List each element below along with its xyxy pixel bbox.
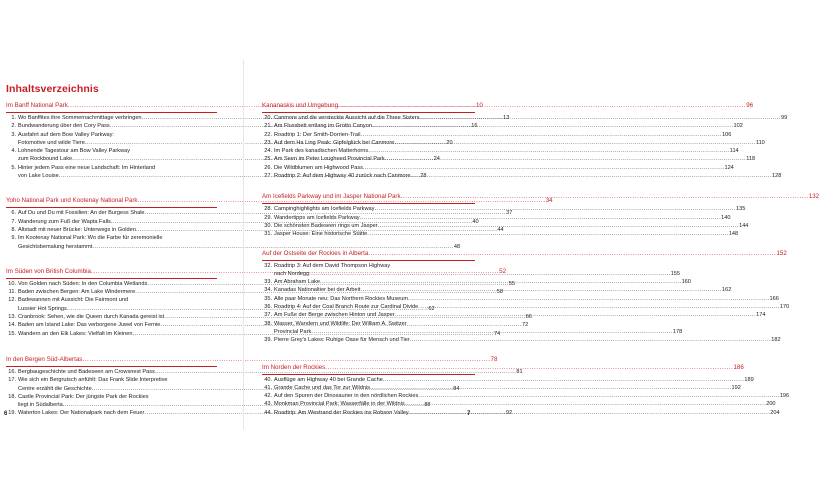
entry-number: 4. [11,148,16,155]
toc-entry [262,376,754,384]
leader-dots [418,392,780,400]
entry-page-number: 174 [756,312,766,319]
entry-body [274,392,789,400]
entry-title: Baden zwischen Bergen: Am Lake Windermere [18,289,136,296]
entry-line [274,384,741,392]
section-page-number: 10 [475,102,483,109]
entry-page-number: 155 [670,270,681,277]
leader-dots [408,295,770,303]
entry-body [274,262,680,279]
entry-page-number: 62 [428,305,435,312]
entry-title: Grande Cache und das Tor zur Wildnis [274,384,370,391]
leader-dots [311,328,673,336]
entry-number: 2. [11,123,16,130]
entry-line [274,147,739,155]
entry-page-number: 55 [508,280,516,287]
entry-line [274,286,731,294]
section-page-number: 96 [746,102,754,109]
entry-title: zum Rockbound Lake [18,156,73,163]
entry-page-number: 92 [505,410,513,417]
entry-line [274,303,789,311]
toc-entry [262,172,782,180]
entry-title: Ausflüge am Highway 40 bei Grande Cache [274,376,383,383]
entry-number: 8. [11,226,16,233]
entry-number: 22. [264,131,272,138]
entry-page-number: 72 [521,322,529,329]
entry-page-number: 192 [731,384,741,391]
entry-line [274,131,731,139]
entry-title: Wasser, Wandern und Wildlife: Der William A. Switzer [274,320,407,327]
entry-page-number: 144 [739,222,749,229]
entry-title: Canmore und die versteckte Aussicht auf die Three Sisters [274,115,420,121]
entry-body [274,131,731,139]
section-title: Yoho National Park und Kootenay National Park [6,197,138,205]
entry-title: Kanadas Nationaltier bei der Arbeit [274,287,361,294]
entry-number: 14. [8,322,16,329]
entry-number: 32. [264,262,272,269]
entry-title: Cranbrook: Sehen, wie die Queen durch Kanada gereist ist [18,314,165,321]
entry-line [274,270,680,278]
entry-page-number: 200 [766,401,776,408]
entry-body [274,336,781,344]
entry-number: 19. [8,410,16,417]
leader-dots [372,122,734,130]
entry-title: Roadtrip 3: Auf dem David Thompson Highway [274,262,391,269]
entry-page-number: 84 [453,385,460,392]
entry-number: 10. [8,280,16,287]
entry-title: Auf dem Ha Ling Peak: Gipfelglück bei Canmore [274,139,395,146]
entry-body [274,320,682,337]
entry-title: Fotomotive und wilde Tiere [18,139,85,146]
entry-title: nach Nordegg [274,270,310,277]
entry-number: 42. [264,393,272,400]
leader-dots [411,172,773,180]
entry-page-number: 37 [506,210,513,217]
entry-page-number: 40 [472,218,479,225]
entry-body [274,214,730,222]
entry-body [274,164,734,172]
section-title: Am Icefields Parkway und im Jasper National Park [262,193,401,201]
entry-title: Roadtrip 2: Auf dem Highway 40 zurück nach Canmore [274,173,411,180]
entry-title: Centre erzählt die Geschichte [18,385,92,392]
entry-number: 24. [264,148,272,155]
entry-page-number: 20 [446,139,453,146]
entry-title: Die schönsten Badeseen rings um Jasper [274,222,378,229]
entry-title: Campinghighlights am Icefields Parkway [274,206,375,213]
entry-title: Die Wildblumen am Highwood Pass [274,164,363,171]
entry-page-number: 106 [722,131,732,138]
section-page-number: 132 [808,193,819,201]
entry-body [274,114,787,122]
toc-entry [6,368,523,376]
entry-page-number: 118 [746,156,756,163]
leader-dots [367,230,729,238]
entry-page-number: 162 [721,287,732,294]
entry-page-number: 48 [453,243,461,250]
section-heading [6,355,498,365]
entry-number: 6. [11,210,16,217]
section-title: In den Bergen Süd-Albertas [6,355,83,363]
entry-page-number: 44 [497,226,504,233]
entry-number: 36. [264,304,272,311]
section-page-number: 78 [490,355,498,363]
toc-entry [262,122,743,130]
entry-title: Roadtrip: Am Westrand der Rockies ins Robson Valley [274,409,409,416]
entry-line [274,392,789,400]
leader-dots [360,214,722,222]
entry-body [274,147,739,155]
entry-body [274,205,745,213]
entry-page-number: 58 [496,289,503,296]
entry-title: Auf Du und Du mit Fossilien: An der Burgess Shale [18,210,145,217]
leader-dots [418,303,780,311]
section-title: Im Banff National Park [6,102,68,109]
entry-title: Badewannen mit Aussicht: Die Fairmont und [18,297,129,304]
entry-page-number: 124 [724,164,734,171]
entry-line [274,230,738,238]
entry-number: 30. [264,222,272,229]
entry-page-number: 140 [721,214,731,221]
entry-page-number: 135 [735,206,746,213]
entry-number: 38. [264,320,272,327]
entry-number: 34. [264,287,272,294]
entry-title: Bergbaugeschichte und Badeseen am Crowsnest Pass [18,368,155,375]
entry-page-number: 74 [493,330,501,337]
entry-page-number: 204 [770,409,780,416]
entry-page-number: 170 [779,304,790,311]
leader-dots [361,131,723,139]
entry-number: 37. [264,312,272,319]
entry-title: Altstadt mit neuer Brücke: Unterwegs in Golden [18,226,136,233]
section-page-number: 52 [499,267,507,275]
toc-entry [262,164,734,172]
entry-title: Bundwanderung über den Cory Pass [18,123,110,130]
leader-dots [320,278,682,286]
entry-line [274,311,766,319]
entry-page-number: 160 [681,279,691,286]
entry-title: Baden am Island Lake: Das verborgene Juwel von Fernie [18,322,161,329]
leader-dots [395,311,757,319]
entry-number: 31. [264,231,272,238]
entry-title: Alle paar Monate neu: Das Northern Rockies Museum [274,295,409,302]
toc-entry [262,336,781,344]
entry-line [274,172,781,180]
entry-page-number: 110 [755,139,765,146]
entry-number: 29. [264,214,272,221]
entry-title: Am Abraham Lake [274,279,321,286]
leader-dots [363,164,725,172]
entry-page-number: 24 [433,156,440,163]
entry-title: Im Park des kanadischen Matterhorns [274,148,369,155]
entry-number: 17. [8,377,16,384]
entry-title: Im Kootenay National Park: Wo die Farbe für zeremonielle [18,235,163,242]
toc-entry [262,139,765,147]
leader-dots [419,114,781,122]
leader-dots [325,363,733,373]
entry-number: 9. [11,235,16,242]
leader-dots [394,139,756,147]
entry-title: Wandertipps am Icefields Parkway [274,214,360,221]
entry-page-number: 196 [779,393,790,400]
section-title: Im Süden von British Columbia [6,267,91,275]
entry-line [274,336,781,344]
entry-title: Wanderung zum Fuß der Wapta Falls [18,218,111,225]
section-page-number: 152 [776,249,787,257]
leader-dots [401,192,809,202]
entry-number: 20. [264,115,272,121]
entry-number: 41. [264,384,272,391]
entry-number: 40. [264,376,272,383]
leader-dots [360,286,722,294]
entry-body [274,155,755,163]
leader-dots [370,384,732,392]
entry-page-number: 28 [420,173,427,180]
entry-line [274,114,787,122]
entry-page-number: 166 [769,295,779,302]
entry-line [274,376,754,384]
entry-line [274,155,755,163]
entry-number: 3. [11,131,16,138]
entry-number: 12. [8,297,16,304]
entry-body [274,311,766,319]
entry-body [274,400,776,408]
entry-title: Auf den Spuren der Dinosaurier in den nördlichen Rockies [274,393,419,400]
entry-line [274,409,780,417]
toc-entry [262,214,731,222]
entry-title: Roadtrip 4: Auf der Coal Branch Route zur Cardinal Divide [274,304,419,311]
entry-title: Wo Banffites ihre Sommernachmittage verbringen [18,115,142,121]
entry-title: Provincial Park [274,328,312,335]
entry-title: Pierre Grey's Lakes: Ruhige Oase für Mensch und Tier [274,337,410,344]
entry-line [274,139,765,147]
entry-number: 15. [8,330,16,337]
entry-title: Roadtrip 1: Der Smith-Dorrien-Trail [274,131,361,138]
toc-entry [262,384,741,392]
entry-line [274,320,682,328]
toc-entry [262,392,790,400]
toc-entry [262,205,746,213]
entry-page-number: 81 [516,368,523,375]
entry-title: Jasper House: Eine historische Stätte [274,231,368,238]
entry-body [274,230,738,238]
toc-entry [262,230,739,238]
entry-title: Lohnende Tagestour am Bow Valley Parkway [18,148,131,155]
toc-entry [262,147,739,155]
entry-title: Castle Provincial Park: Der jüngste Park der Rockies [18,393,149,400]
leader-dots [374,205,736,213]
entry-number: 26. [264,164,272,171]
entry-number: 16. [8,368,16,375]
entry-page-number: 182 [771,337,781,344]
entry-line [274,214,730,222]
toc-entry [262,400,776,408]
section-heading [262,249,787,259]
entry-body [274,303,789,311]
leader-dots [338,101,746,111]
toc-entry [262,295,779,303]
toc-entry [6,226,504,234]
entry-body [274,122,743,130]
entry-number: 39. [264,337,272,344]
toc-entry [262,303,790,311]
entry-number: 25. [264,156,272,163]
entry-body [274,295,779,303]
entry-page-number: 148 [728,231,739,238]
entry-body [274,222,748,230]
section-page-number: 34 [545,197,553,205]
entry-body [274,409,780,417]
leader-dots [385,155,747,163]
leader-dots [405,400,767,408]
leader-dots [409,409,771,417]
leader-dots [378,222,740,230]
entry-line [274,164,734,172]
entry-line [274,222,748,230]
entry-body [274,384,741,392]
entry-number: 28. [264,206,272,213]
entry-title: Lussier Hot Springs [18,305,67,312]
toc-entry [262,155,756,163]
entry-title: von Lake Louise [18,173,59,180]
entry-title: Ausfahrt auf dem Bow Valley Parkway: [18,131,114,138]
page-title: Inhaltsverzeichnis [6,83,99,95]
entry-number: 35. [264,295,272,302]
entry-title: Monkman Provincial Park: Wasserfälle in der Wildnis [274,401,405,408]
entry-title: Wie sich ein Bergrutsch anfühlt: Das Frank Slide Interpretive [18,377,168,384]
entry-title: Von Golden nach Süden: In den Columbia Wetlands [18,280,148,287]
entry-number: 23. [264,139,272,146]
leader-dots [383,376,745,384]
entry-number: 13. [8,314,16,321]
entry-title: Am Seen im Peter Lougheed Provincial Park [274,156,385,163]
entry-line [274,400,776,408]
entry-number: 33. [264,279,272,286]
entry-page-number: 128 [772,173,782,180]
entry-number: 21. [264,123,272,130]
entry-line [274,295,779,303]
entry-page-number: 13 [503,115,510,121]
section-page-number: 186 [733,363,744,371]
entry-line [274,278,691,286]
section-title: Im Norden der Rockies [262,363,326,371]
leader-dots [410,336,772,344]
entry-number: 7. [11,218,16,225]
leader-dots [368,249,776,259]
section-title: Kananaskis und Umgebung [262,102,339,109]
entry-number: 27. [264,173,272,180]
entry-number: 11. [8,289,16,296]
page-number-left: 6 [4,411,8,417]
entry-body [274,278,691,286]
entry-title: Hinter jedem Pass eine neue Landschaft: Im Hinterland [18,164,156,171]
entry-page-number: 99 [780,115,788,121]
entry-title: Am Fuße der Berge zwischen Hinton und Jasper [274,312,395,319]
leader-dots [309,270,671,278]
entry-line [274,122,743,130]
entry-number: 1. [11,115,16,121]
entry-body [274,286,731,294]
leader-dots [368,147,730,155]
page-number-right: 7 [467,411,471,417]
entry-page-number: 66 [525,314,532,321]
entry-page-number: 102 [733,123,743,130]
entry-number: 18. [8,393,16,400]
entry-page-number: 114 [729,148,739,155]
entry-page-number: 16 [471,123,478,130]
entry-title: Waterton Lakes: Der Nationalpark nach dem Feuer [18,410,145,417]
section-title: Auf der Ostseite der Rockies in Alberta [262,249,369,257]
entry-title: liegt in Südalberta [18,402,63,409]
entry-page-number: 189 [744,376,754,383]
entry-line [274,262,680,270]
entry-body [274,376,754,384]
entry-line [274,205,745,213]
entry-title: Wandern an den Elk Lakes: Vielfalt im Kleinen [18,330,133,337]
entry-body [274,172,781,180]
entry-line [274,328,682,336]
entry-page-number: 88 [424,402,431,409]
toc-entry [262,131,732,139]
entry-page-number: 178 [672,328,683,335]
entry-number: 5. [11,164,16,171]
entry-number: 44. [264,409,272,416]
entry-title: Gesichtsbemalung herstammt [18,243,93,250]
entry-number: 43. [264,401,272,408]
entry-title: Am Flussbett entlang im Grotto Canyon [274,123,372,130]
entry-body [274,139,765,147]
toc-entry [262,222,749,230]
entry-list [262,376,790,417]
